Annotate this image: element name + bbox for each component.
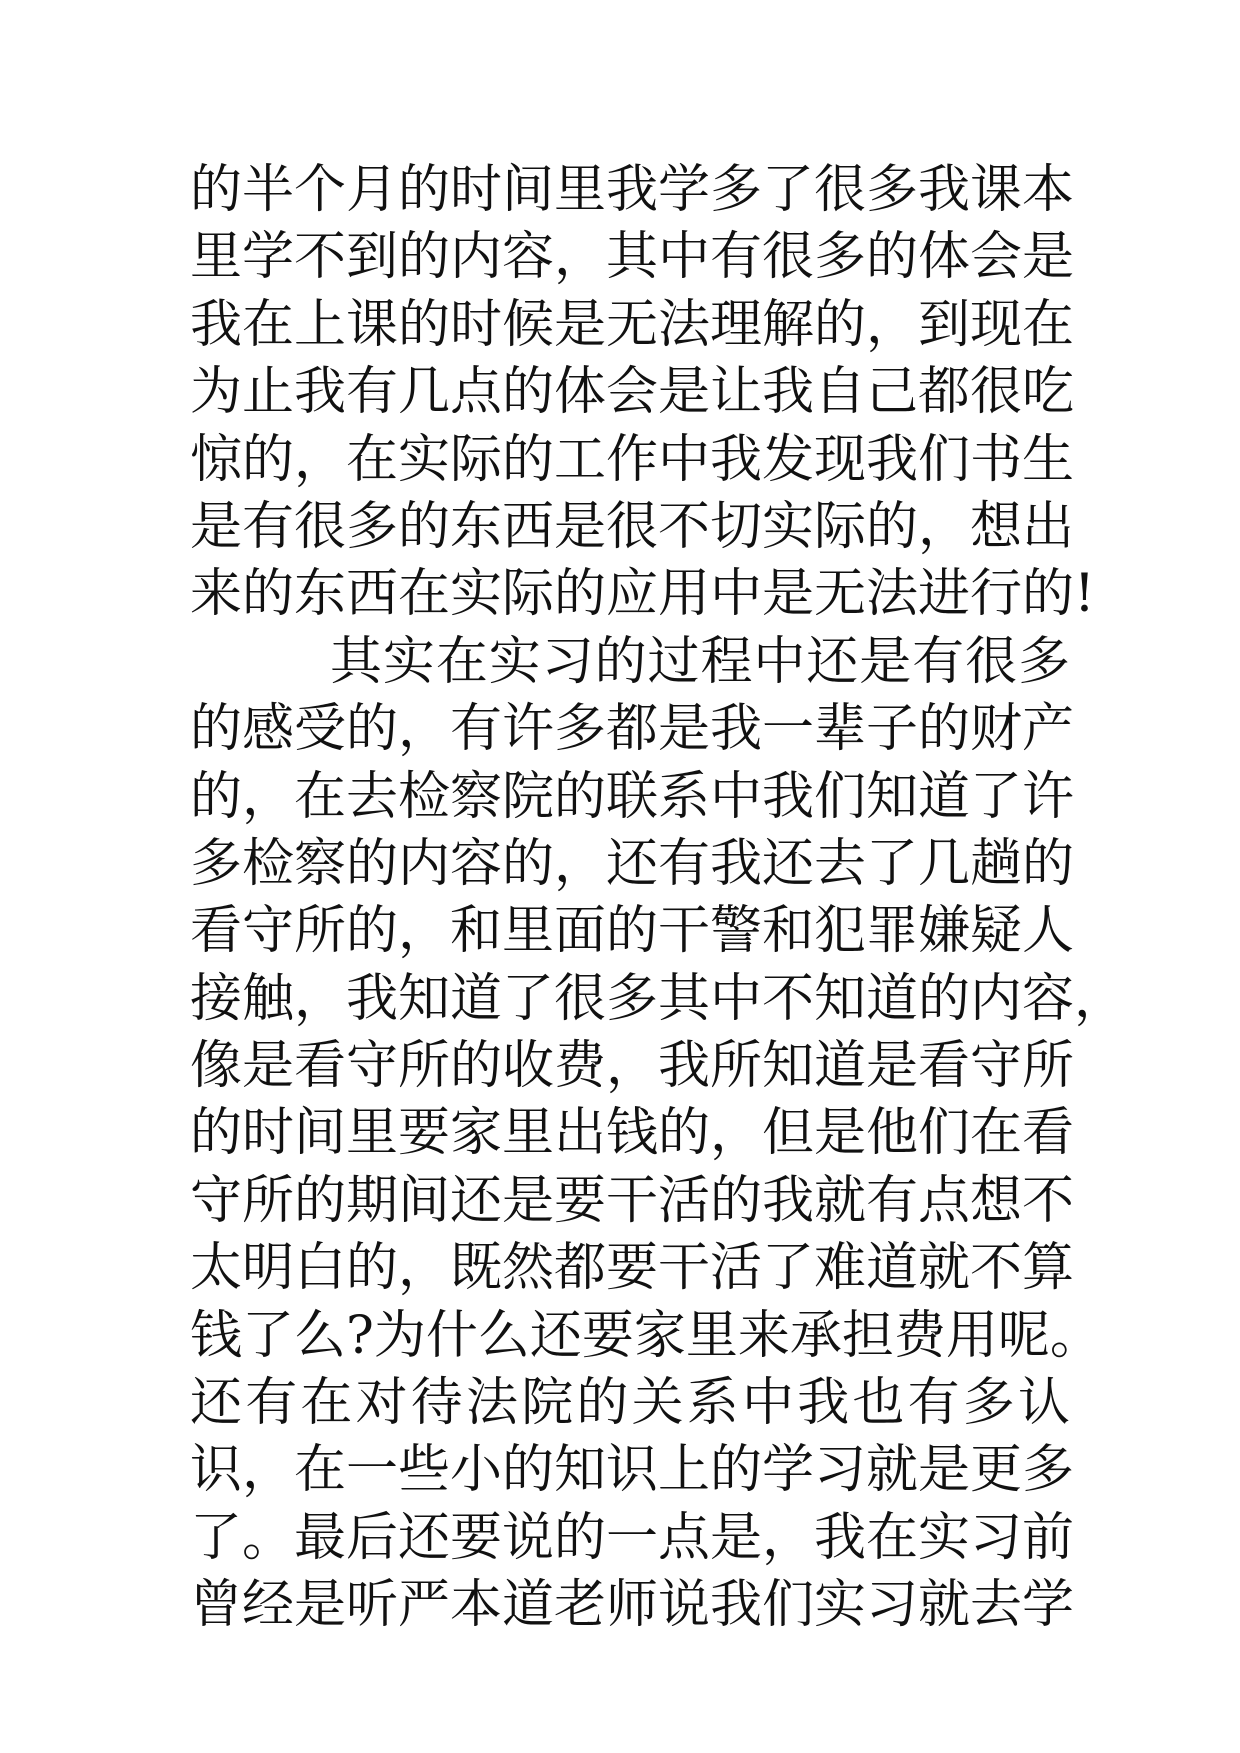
text-line: 像是看守所的收费，我所知道是看守所 — [190, 1036, 1075, 1097]
text-line: 的半个月的时间里我学多了很多我课本 — [190, 160, 1075, 220]
text-line: 看守所的，和里面的干警和犯罪嫌疑人 — [190, 901, 1075, 962]
text-line: 里学不到的内容，其中有很多的体会是 — [190, 227, 1075, 288]
text-line: 多检察的内容的，还有我还去了几趟的 — [190, 833, 1075, 894]
text-line: 了。最后还要说的一点是，我在实习前 — [190, 1507, 1075, 1568]
text-line: 守所的期间还是要干活的我就有点想不 — [190, 1170, 1075, 1231]
text-line: 来的东西在实际的应用中是无法进行的! — [190, 564, 1095, 625]
text-line: 的时间里要家里出钱的，但是他们在看 — [190, 1103, 1075, 1164]
text-line: 为止我有几点的体会是让我自己都很吃 — [190, 362, 1075, 423]
text-line: 钱了么?为什么还要家里来承担费用呢。 — [190, 1305, 1102, 1366]
text-line: 是有很多的东西是很不切实际的，想出 — [190, 496, 1075, 557]
text-line: 惊的，在实际的工作中我发现我们书生 — [190, 429, 1075, 490]
text-line: 的，在去检察院的联系中我们知道了许 — [190, 766, 1075, 827]
text-line: 的感受的，有许多都是我一辈子的财产 — [190, 699, 1075, 760]
text-line: 识，在一些小的知识上的学习就是更多 — [190, 1440, 1075, 1501]
text-line: 接触，我知道了很多其中不知道的内容， — [190, 968, 1127, 1029]
text-line: 还有在对待法院的关系中我也有多认 — [190, 1373, 1070, 1434]
text-line: 太明白的，既然都要干活了难道就不算 — [190, 1238, 1075, 1299]
text-line: 曾经是听严本道老师说我们实习就去学 — [190, 1575, 1075, 1636]
text-line: 我在上课的时候是无法理解的，到现在 — [190, 294, 1075, 355]
body-text — [190, 157, 1127, 1640]
paragraph-first-line: 其实在实习的过程中还是有很多 — [330, 631, 1070, 692]
